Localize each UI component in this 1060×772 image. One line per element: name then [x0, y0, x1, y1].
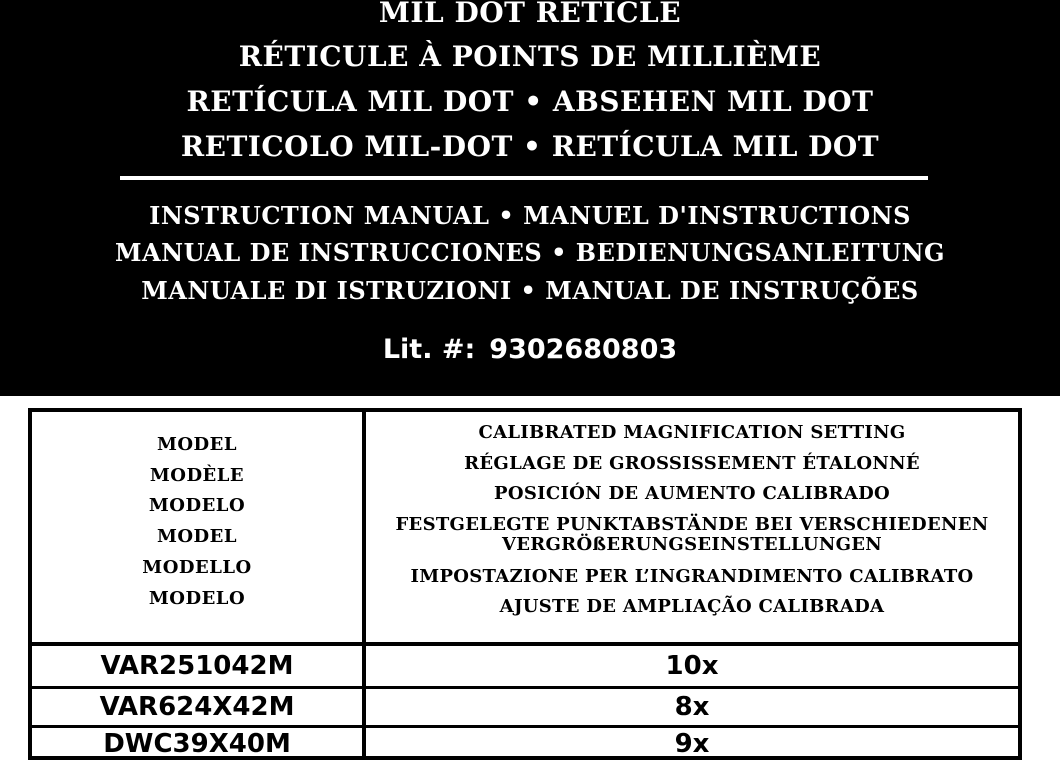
table-row — [32, 726, 1018, 764]
setting-cell: 8x — [674, 692, 710, 722]
setting-header-de-2: VERGRÖßERUNGSEINSTELLUNGEN — [501, 534, 883, 555]
model-header-en: MODEL — [156, 434, 238, 455]
setting-cell: 9x — [674, 729, 710, 759]
divider — [120, 176, 928, 180]
setting-header-es: POSICIÓN DE AUMENTO CALIBRADO — [494, 483, 890, 504]
model-header-pt: MODELO — [148, 588, 246, 609]
table-row — [32, 689, 1018, 727]
setting-cell: 10x — [665, 651, 719, 681]
model-cell: VAR251042M — [100, 651, 294, 681]
model-header-fr: MODÈLE — [149, 465, 245, 486]
subtitle-line-1: INSTRUCTION MANUAL • MANUEL D'INSTRUCTIONS — [149, 201, 911, 230]
model-table — [28, 408, 1022, 760]
table-row — [32, 648, 1018, 686]
setting-header-pt: AJUSTE DE AMPLIAÇÃO CALIBRADA — [499, 596, 885, 617]
header-divider — [32, 642, 1018, 646]
model-header-es: MODELO — [148, 495, 246, 516]
literature-number — [0, 334, 1060, 365]
model-cell: VAR624X42M — [99, 692, 295, 722]
title-line-3: RETÍCULA MIL DOT • ABSEHEN MIL DOT — [186, 85, 874, 118]
title-line-4: RETICOLO MIL-DOT • RETÍCULA MIL DOT — [180, 130, 880, 163]
model-header-de: MODEL — [156, 526, 238, 547]
setting-header-de-1: FESTGELEGTE PUNKTABSTÄNDE BEI VERSCHIEDENEN — [395, 514, 989, 535]
setting-header-fr: RÉGLAGE DE GROSSISSEMENT ÉTALONNÉ — [464, 453, 920, 474]
subtitle-line-2: MANUAL DE INSTRUCCIONES • BEDIENUNGSANLEITUNG — [114, 238, 946, 267]
model-cell: DWC39X40M — [103, 729, 291, 759]
setting-header-it: IMPOSTAZIONE PER L’INGRANDIMENTO CALIBRATO — [410, 566, 974, 587]
title-line-2: RÉTICULE À POINTS DE MILLIÈME — [238, 40, 822, 73]
title-line-1: MIL DOT RETICLE — [378, 0, 682, 29]
lit-label: Lit. #: — [382, 334, 476, 365]
setting-header-en: CALIBRATED MAGNIFICATION SETTING — [478, 422, 906, 443]
lit-number: 9302680803 — [489, 334, 678, 365]
subtitle-line-3: MANUALE DI ISTRUZIONI • MANUAL DE INSTRUÇÕES — [141, 276, 919, 305]
model-header-it: MODELLO — [142, 557, 252, 578]
